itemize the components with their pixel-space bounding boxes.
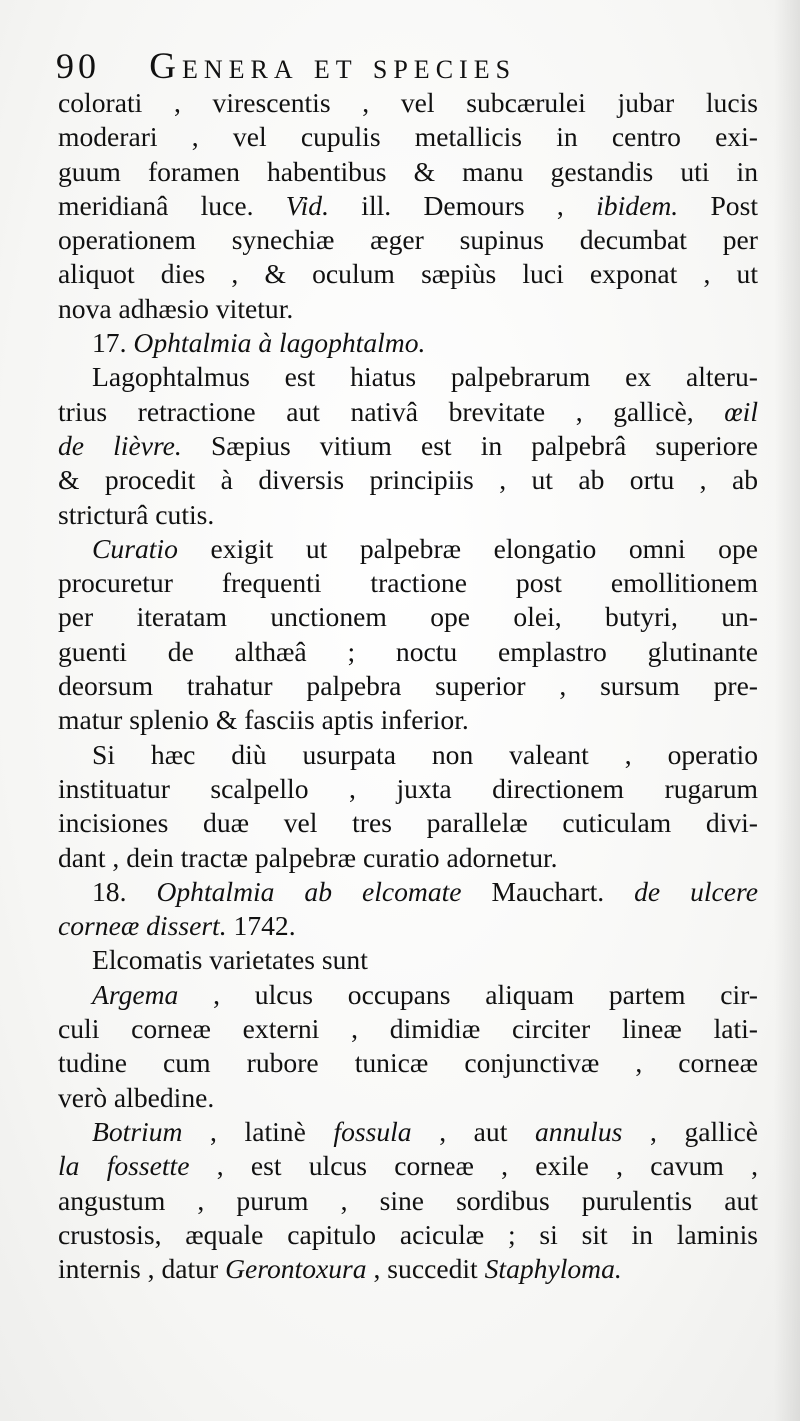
page-edge-shadow [774,0,800,1421]
text-run: 18. [92,875,157,907]
text-run: Lagophtalmus est hiatus palpebrarum ex alteru- [92,361,758,393]
running-title: Genera et species [149,46,517,87]
text-run: Sæpius vitium est in palpebrâ superiore [181,429,759,461]
text-run: & procedit à diversis principiis , ut ab ortu , ab [58,464,758,496]
text-line [58,326,758,360]
text-line [58,978,758,1012]
text-run: guenti de althæâ ; noctu emplastro glutinante [58,635,758,667]
text-line [58,1252,758,1286]
text-run: instituatur scalpello , juxta directionem rugarum [58,772,758,804]
text-line [58,498,758,532]
text-line [58,1184,758,1218]
text-run: , succedit [366,1253,485,1285]
italic-text-run: Ophtalmia à lagophtalmo. [133,327,426,359]
text-run: moderari , vel cupulis metallicis in centro exi- [58,121,758,153]
text-run: ill. Demours , [328,189,597,221]
italic-text-run: Gerontoxura [225,1253,367,1285]
text-line [58,463,758,497]
italic-text-run: ibidem. [596,189,679,221]
text-run: aliquot dies , & oculum sæpiùs luci exponat , ut [58,258,758,290]
text-run: nova adhæsio vitetur. [58,292,294,324]
text-line [58,1046,758,1080]
text-line [58,875,758,909]
italic-text-run: œil [724,395,758,427]
text-run: crustosis, æquale capitulo aciculæ ; si sit in laminis [58,1218,758,1250]
text-run: , aut [411,1115,535,1147]
text-line [58,1081,758,1115]
italic-text-run: la fossette [58,1150,190,1182]
text-run: colorati , virescentis , vel subcærulei jubar lucis [58,87,758,118]
text-run: culi corneæ externi , dimidiæ circiter lineæ lati- [58,1013,758,1045]
text-line [58,806,758,840]
text-line [58,841,758,875]
text-run: exigit ut palpebræ elongatio omni ope [177,532,758,564]
text-run: operationem synechiæ æger supinus decumbat per [58,224,758,256]
italic-text-run: de lièvre. [58,429,182,461]
text-line [58,1149,758,1183]
text-line [58,943,758,977]
text-line [58,292,758,326]
italic-text-run: Curatio [92,532,178,564]
text-run: , latinè [182,1115,334,1147]
text-line [58,600,758,634]
page-body-text [58,86,758,1286]
text-line [58,120,758,154]
running-head [56,42,756,90]
text-run: 1742. [226,910,296,942]
text-run: incisiones duæ vel tres parallelæ cuticulam divi- [58,807,758,839]
italic-text-run: de ulcere [634,875,758,907]
text-run: internis , datur [58,1253,226,1285]
italic-text-run: corneæ dissert. [58,910,227,942]
text-line [58,669,758,703]
text-line [58,86,758,120]
text-line [58,429,758,463]
text-line [58,909,758,943]
italic-text-run: Botrium [92,1115,183,1147]
text-run: meridianâ luce. [58,189,286,221]
text-run: , gallicè [622,1115,758,1147]
text-line [58,155,758,189]
italic-text-run: Ophtalmia ab elcomate [156,875,462,907]
page-number: 90 [56,46,100,86]
text-run: tudine cum rubore tunicæ conjunctivæ , corneæ [58,1047,758,1079]
italic-text-run: Staphyloma. [484,1253,622,1285]
text-line [58,1218,758,1252]
text-run: guum foramen habentibus & manu gestandis uti in [58,155,758,187]
text-line [58,1115,758,1149]
text-line [58,532,758,566]
text-run: deorsum trahatur palpebra superior , sursum pre- [58,670,758,702]
text-line [58,223,758,257]
text-line [58,635,758,669]
text-line [58,360,758,394]
text-line [58,703,758,737]
text-line [58,772,758,806]
text-run: dant , dein tractæ palpebræ curatio adornetur. [58,841,558,873]
text-run: Mauchart. [461,875,635,907]
text-run: angustum , purum , sine sordibus purulentis aut [58,1184,758,1216]
italic-text-run: fossula [333,1115,412,1147]
text-run: 17. [92,327,134,359]
text-line [58,257,758,291]
italic-text-run: Argema [92,978,179,1010]
text-line [58,566,758,600]
text-line [58,189,758,223]
text-run: stricturâ cutis. [58,498,215,530]
text-run: matur splenio & fasciis aptis inferior. [58,704,469,736]
text-line [58,395,758,429]
text-line [58,738,758,772]
text-run: procuretur frequenti tractione post emollitionem [58,567,758,599]
text-run: Si hæc diù usurpata non valeant , operatio [92,738,758,770]
text-run: Elcomatis varietates sunt [92,944,368,976]
text-run: per iteratam unctionem ope olei, butyri, un- [58,601,758,633]
text-run: , ulcus occupans aliquam partem cir- [178,978,758,1010]
text-line [58,1012,758,1046]
text-run: Post [678,189,758,221]
text-run: , est ulcus corneæ , exile , cavum , [189,1150,759,1182]
italic-text-run: Vid. [285,189,329,221]
italic-text-run: annulus [534,1115,623,1147]
text-run: verò albedine. [58,1081,215,1113]
text-run: trius retractione aut nativâ brevitate , gallicè, [58,395,725,427]
